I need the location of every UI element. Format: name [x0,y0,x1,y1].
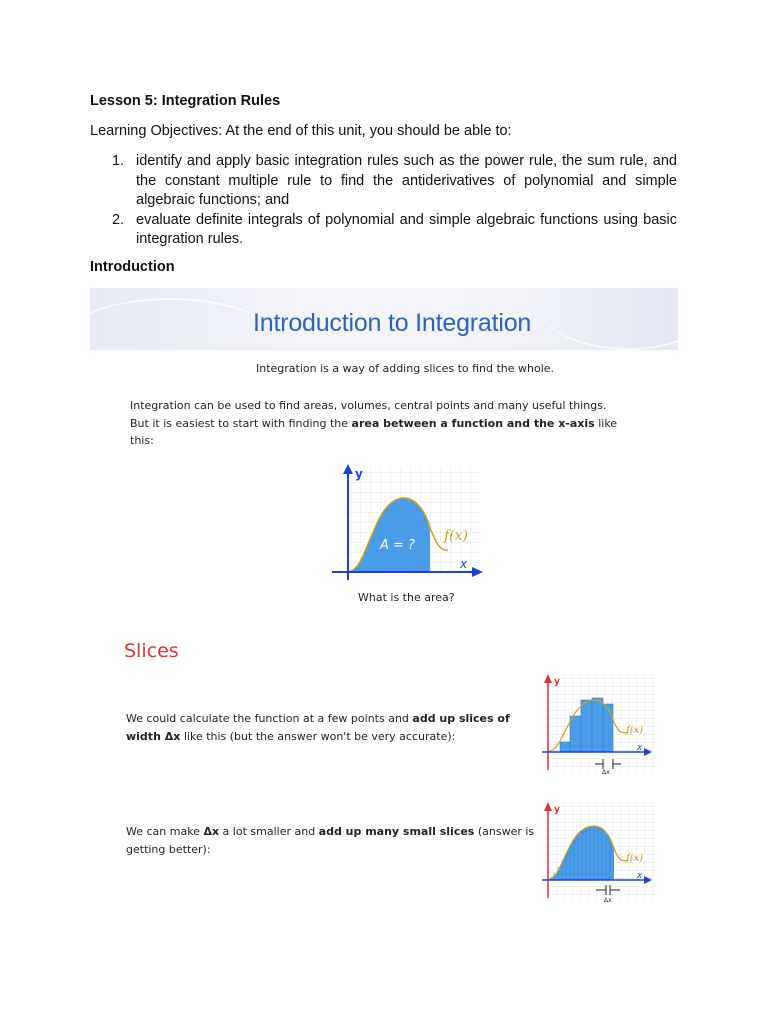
dx-label: Δx [602,769,610,776]
y-axis-label: y [554,805,560,815]
slices-graph-fine [540,798,658,906]
function-label: f(x) [626,725,644,736]
function-label: f(x) [444,528,469,544]
lesson-title: Lesson 5: Integration Rules [90,93,281,109]
dx-label: Δx [604,897,612,904]
x-axis-label: x [637,871,643,881]
x-axis-label: x [637,743,643,753]
slices-graph-coarse [540,670,658,778]
objective-text: identify and apply basic integration rules such as the power rule, the sum rule, and the constant multiple rule to find the antiderivatives of polynomial and simple algebraic functions; and [136,153,677,208]
objective-item [90,152,677,211]
y-axis-label: y [554,677,560,687]
slices-heading: Slices [124,640,179,662]
area-label: A = ? [380,538,415,553]
figure-subtitle: Integration is a way of adding slices to find the whole. [256,362,555,375]
y-axis-label: y [355,467,363,481]
x-axis-label: x [460,557,468,571]
figure-paragraph: Integration can be used to find areas, volumes, central points and many useful things. But it is easiest to start with finding the area between a function and the x-axis like this: [130,399,618,447]
objective-number: 2. [112,211,125,228]
introduction-heading: Introduction [90,259,175,275]
objectives-list [90,152,677,250]
figure-title: Introduction to Integration [253,309,532,337]
objective-item [90,211,677,250]
objective-text: evaluate definite integrals of polynomial and simple algebraic functions using basic integration rules. [136,211,677,247]
function-label: f(x) [626,853,644,864]
objectives-intro: Learning Objectives: At the end of this unit, you should be able to: [90,123,512,139]
objective-number: 1. [112,153,125,169]
slices-paragraph-2: We can make Δx a lot smaller and add up many small slices (answer is getting better): [126,825,535,856]
figure-caption: What is the area? [358,591,455,604]
area-graph [330,462,490,584]
slices-paragraph-1: We could calculate the function at a few points and add up slices of width Δx like this (but the answer won't be very accurate): [126,712,510,743]
